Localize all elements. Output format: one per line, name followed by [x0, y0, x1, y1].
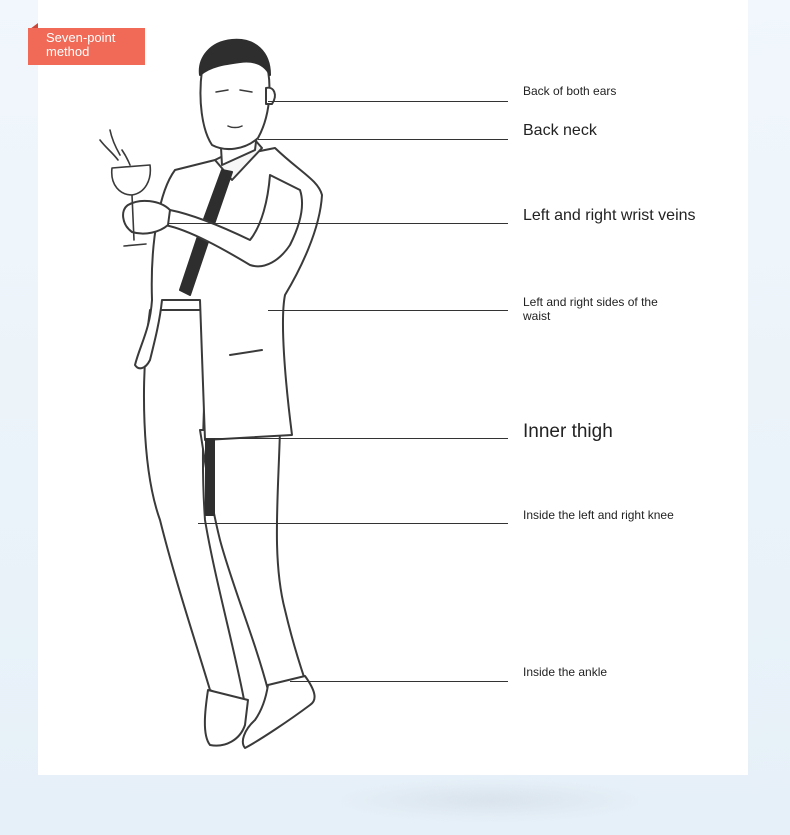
left-shoe — [205, 690, 248, 746]
label-back-of-ears: Back of both ears — [523, 84, 617, 98]
label-back-neck: Back neck — [523, 122, 597, 139]
label-inside-ankle: Inside the ankle — [523, 665, 608, 679]
splash — [100, 130, 130, 165]
label-wrist-veins: Left and right wrist veins — [523, 207, 696, 224]
method-badge-text: Seven-point method — [46, 30, 116, 59]
label-inside-knee: Inside the left and right knee — [523, 508, 674, 522]
hand — [123, 201, 170, 234]
leader-line-ankle — [290, 681, 508, 682]
label-waist-sides: Left and right sides of the waist — [523, 295, 658, 323]
leader-line-wrist — [168, 223, 508, 224]
label-inner-thigh: Inner thigh — [523, 421, 613, 442]
leader-line-ears — [268, 101, 508, 102]
leader-line-thigh — [205, 438, 508, 439]
leader-line-waist — [268, 310, 508, 311]
leader-line-neck — [258, 139, 508, 140]
tie-drop — [206, 440, 214, 515]
leader-line-knee — [198, 523, 508, 524]
wine-glass — [112, 165, 151, 195]
right-shoe — [243, 676, 315, 748]
